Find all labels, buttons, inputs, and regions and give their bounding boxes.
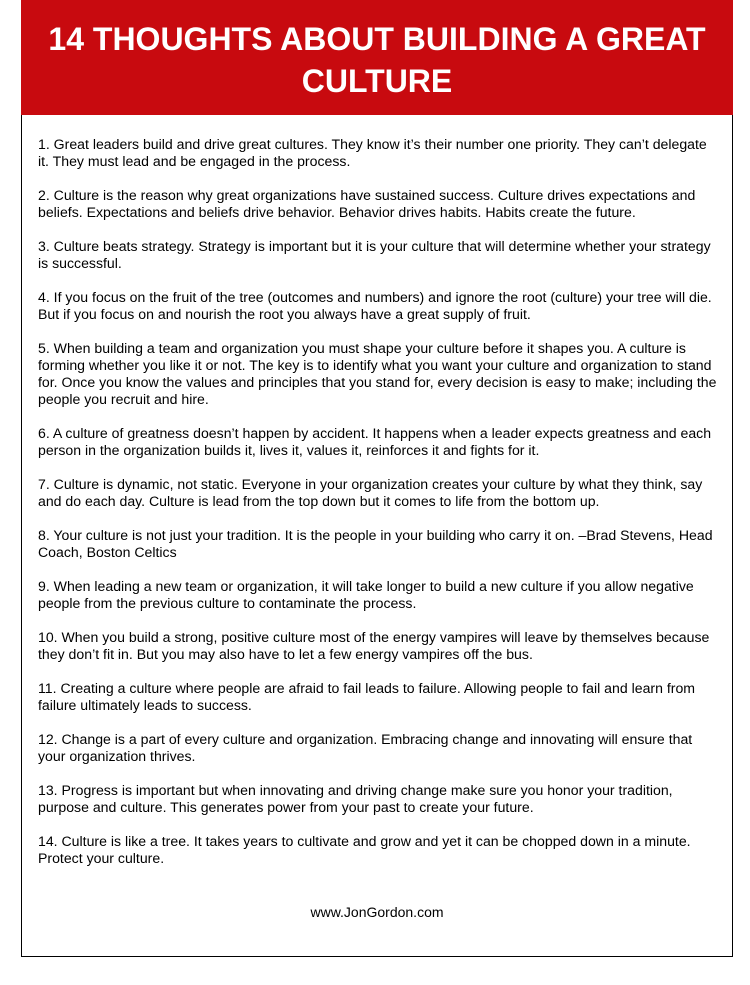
- thought-item-8: 8. Your culture is not just your tradition. It is the people in your building who carry it on. –Brad Stevens, Head Coach, Boston Celtics: [38, 527, 713, 560]
- thought-item-5: 5. When building a team and organization you must shape your culture before it shapes you. A culture is forming whether you like it or not. The key is to identify what you want your culture and organization to stand for. Once you know the values and principles that you stand for, every decision is easy to make; including the people you recruit and hire.: [38, 340, 717, 407]
- thoughts-list: [38, 136, 718, 884]
- page-title: 14 THOUGHTS ABOUT BUILDING A GREAT CULTURE: [48, 20, 706, 99]
- thought-item-2: 2. Culture is the reason why great organizations have sustained success. Culture drives expectations and beliefs. Expectations and beliefs drive behavior. Behavior drives habits. Habits create the future.: [38, 187, 696, 220]
- thought-item-4: 4. If you focus on the fruit of the tree (outcomes and numbers) and ignore the root (culture) your tree will die. But if you focus on and nourish the root you always have a great supply of fruit.: [38, 289, 712, 322]
- thought-item-13: 13. Progress is important but when innovating and driving change make sure you honor your tradition, purpose and culture. This generates power from your past to create your future.: [38, 782, 673, 815]
- title-banner: [21, 0, 733, 115]
- thought-item-3: 3. Culture beats strategy. Strategy is important but it is your culture that will determine whether your strategy is successful.: [38, 238, 711, 271]
- thought-item-9: 9. When leading a new team or organization, it will take longer to build a new culture if you allow negative people from the previous culture to contaminate the process.: [38, 578, 694, 611]
- thought-item-12: 12. Change is a part of every culture and organization. Embracing change and innovating will ensure that your organization thrives.: [38, 731, 693, 764]
- thought-item-6: 6. A culture of greatness doesn’t happen by accident. It happens when a leader expects greatness and each person in the organization builds it, lives it, values it, reinforces it and fights for it.: [38, 425, 712, 458]
- thought-item-1: 1. Great leaders build and drive great cultures. They know it’s their number one priority. They can’t delegate it. They must lead and be engaged in the process.: [38, 136, 707, 169]
- website-url: www.JonGordon.com: [310, 904, 444, 920]
- thought-item-7: 7. Culture is dynamic, not static. Everyone in your organization creates your culture by what they think, say and do each day. Culture is lead from the top down but it comes to life from the bottom up.: [38, 476, 703, 509]
- thought-item-10: 10. When you build a strong, positive culture most of the energy vampires will leave by themselves because they don’t fit in. But you may also have to let a few energy vampires off the bus.: [38, 629, 710, 662]
- thought-item-14: 14. Culture is like a tree. It takes years to cultivate and grow and yet it can be chopped down in a minute. Protect your culture.: [38, 833, 691, 866]
- thought-item-11: 11. Creating a culture where people are afraid to fail leads to failure. Allowing people to fail and learn from failure ultimately leads to success.: [38, 680, 696, 713]
